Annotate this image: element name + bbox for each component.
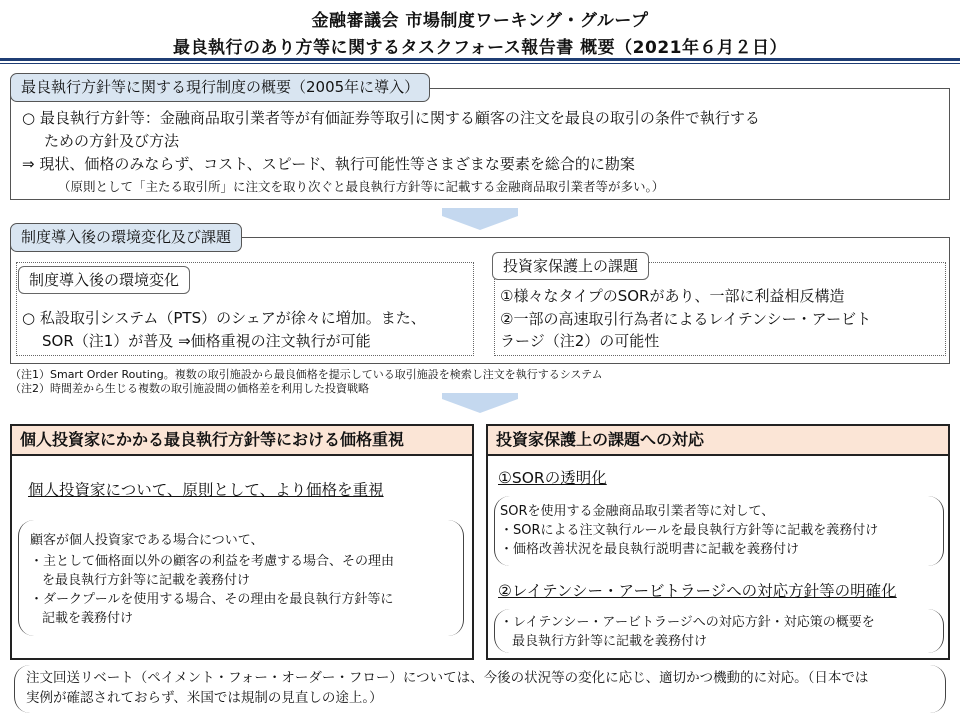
sor-bullet1: ・SORによる注文執行ルールを最良執行方針等に記載を義務付け <box>500 523 879 538</box>
investor-issue-line2: ②一部の高速取引行為者によるレイテンシー・アービト <box>500 310 872 328</box>
price-emphasis-bullet1-a: ・主として価格面以外の顧客の利益を考慮する場合、その理由 <box>30 554 395 569</box>
latency-arb-bullet2: 最良執行方針等に記載を義務付け <box>512 634 708 649</box>
env-change-line1: ○ 私設取引システム（PTS）のシェアが徐々に増加。また、 <box>22 309 426 327</box>
down-arrow-2-icon <box>442 399 518 413</box>
sor-transparency-subhead: ①SORの透明化 <box>498 469 607 487</box>
investor-issue-line3: ラージ（注2）の可能性 <box>500 332 660 350</box>
environment-change-tab: 制度導入後の環境変化及び課題 <box>10 223 242 252</box>
price-emphasis-subhead: 個人投資家について、原則として、より価格を重視 <box>28 481 384 499</box>
header-rule-thin <box>0 63 960 64</box>
footer-line1: 注文回送リベート（ペイメント・フォー・オーダー・フロー）については、今後の状況等の変化に応じ、適切かつ機動的に対応。（日本では <box>26 670 869 686</box>
investor-issue-subtab: 投資家保護上の課題 <box>492 252 649 280</box>
sor-bullet2: ・価格改善状況を最良執行説明書に記載を義務付け <box>500 542 800 557</box>
current-system-line1: ○ 最良執行方針等：金融商品取引業者等が有価証券等取引に関する顧客の注文を最良の取引の条件で執行する <box>22 109 760 127</box>
price-emphasis-bullet2-b: 記載を義務付け <box>42 611 134 626</box>
current-system-line2: ための方針及び方法 <box>44 132 180 150</box>
footnote-2: （注2）時間差から生じる複数の取引施設間の価格差を利用した投資戦略 <box>10 382 369 395</box>
down-arrow-1-bar <box>442 208 518 216</box>
footer-line2: 実例が確認されておらず、米国では規制の見直しの途上。） <box>26 690 383 706</box>
price-emphasis-title: 個人投資家にかかる最良執行方針等における価格重視 <box>10 424 474 456</box>
current-system-line3: ⇒ 現状、価格のみならず、コスト、スピード、執行可能性等さまざまな要素を総合的に勘案 <box>22 155 635 173</box>
investor-issue-line1: ①様々なタイプのSORがあり、一部に利益相反構造 <box>500 287 845 305</box>
page-title-line1: 金融審議会 市場制度ワーキング・グループ <box>311 11 649 31</box>
footnote-1: （注1）Smart Order Routing。複数の取引施設から最良価格を提示している取引施設を検索し注文を執行するシステム <box>10 368 603 381</box>
down-arrow-1-icon <box>442 216 518 230</box>
page-title-line2: 最良執行のあり方等に関するタスクフォース報告書 概要（2021年６月２日） <box>172 38 788 58</box>
current-system-line4: （原則として「主たる取引所」に注文を取り次ぐと最良執行方針等に記載する金融商品取引業者等が多い。） <box>58 179 665 194</box>
latency-arb-subhead: ②レイテンシー・アービトラージへの対応方針等の明確化 <box>498 582 897 600</box>
current-system-tab: 最良執行方針等に関する現行制度の概要（2005年に導入） <box>10 73 430 102</box>
sor-intro: SORを使用する金融商品取引業者等に対して、 <box>500 504 775 519</box>
env-change-subtab: 制度導入後の環境変化 <box>18 266 190 294</box>
price-emphasis-bullet2-a: ・ダークプールを使用する場合、その理由を最良執行方針等に <box>30 592 394 607</box>
latency-arb-bullet1: ・レイテンシー・アービトラージへの対応方針・対応策の概要を <box>500 615 875 630</box>
env-change-line2: SOR（注1）が普及 ⇒価格重視の注文執行が可能 <box>42 332 371 350</box>
price-emphasis-bullet1-b: を最良執行方針等に記載を義務付け <box>42 573 251 588</box>
price-emphasis-intro: 顧客が個人投資家である場合について、 <box>30 533 264 548</box>
investor-protection-title: 投資家保護上の課題への対応 <box>486 424 950 456</box>
header-rule-thick <box>0 58 960 61</box>
